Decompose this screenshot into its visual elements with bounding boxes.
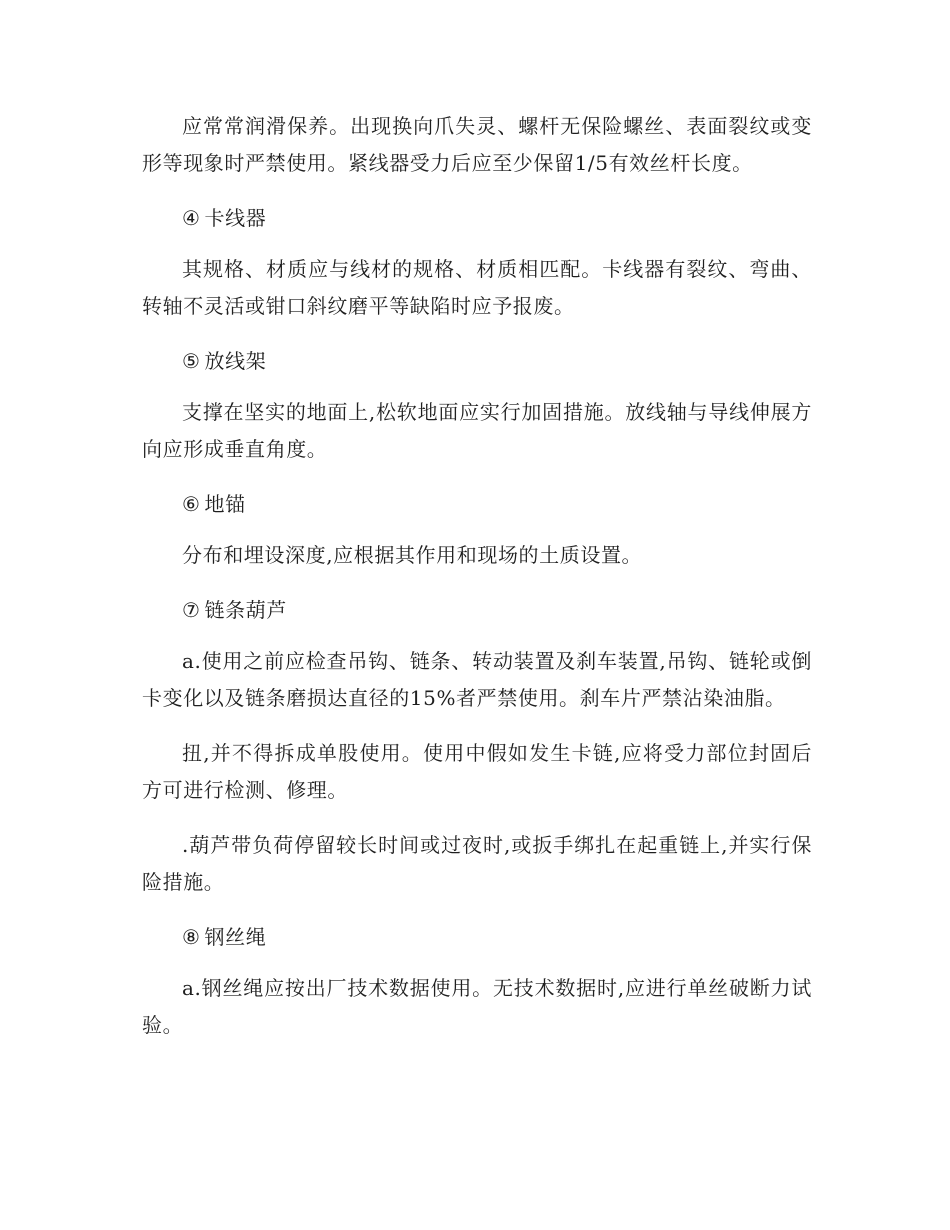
paragraph-chain-hoist-load: .葫芦带负荷停留较长时间或过夜时,或扳手绑扎在起重链上,并实行保险措施。 xyxy=(142,833,812,894)
heading-pay-off-stand xyxy=(142,343,812,380)
paragraph-tensioner-maintenance: 应常常润滑保养。出现换向爪失灵、螺杆无保险螺丝、表面裂纹或变形等现象时严禁使用。紧线器受力后应至少保留1/5有效丝杆长度。 xyxy=(142,114,812,175)
heading-text: 链条葫芦 xyxy=(204,598,287,622)
paragraph-pay-off-stand: 支撑在坚实的地面上,松软地面应实行加固措施。放线轴与导线伸展方向应形成垂直角度。 xyxy=(142,400,812,461)
heading-ground-anchor xyxy=(142,486,812,523)
paragraph-wire-rope-a: a.钢丝绳应按出厂技术数据使用。无技术数据时,应进行单丝破断力试验。 xyxy=(142,976,812,1037)
heading-cable-clamp xyxy=(142,200,812,237)
item-number: ⑧ xyxy=(182,925,201,949)
heading-text: 卡线器 xyxy=(204,206,267,230)
heading-text: 放线架 xyxy=(204,349,267,373)
heading-text: 钢丝绳 xyxy=(204,925,267,949)
item-number: ④ xyxy=(182,206,201,230)
paragraph-chain-hoist-a: a.使用之前应检查吊钩、链条、转动装置及刹车装置,吊钩、链轮或倒卡变化以及链条磨损达直径的15%者严禁使用。刹车片严禁沾染油脂。 xyxy=(142,649,812,710)
paragraph-cable-clamp: 其规格、材质应与线材的规格、材质相匹配。卡线器有裂纹、弯曲、转轴不灵活或钳口斜纹磨平等缺陷时应予报废。 xyxy=(142,257,812,318)
item-number: ⑤ xyxy=(182,349,201,373)
document-body xyxy=(142,108,812,1062)
item-number: ⑦ xyxy=(182,598,201,622)
heading-wire-rope xyxy=(142,919,812,956)
item-number: ⑥ xyxy=(182,492,201,516)
heading-text: 地锚 xyxy=(204,492,246,516)
paragraph-ground-anchor: 分布和埋设深度,应根据其作用和现场的土质设置。 xyxy=(182,543,643,567)
paragraph-chain-hoist-twist: 扭,并不得拆成单股使用。使用中假如发生卡链,应将受力部位封固后方可进行检测、修理。 xyxy=(142,741,812,802)
heading-chain-hoist xyxy=(142,592,812,629)
